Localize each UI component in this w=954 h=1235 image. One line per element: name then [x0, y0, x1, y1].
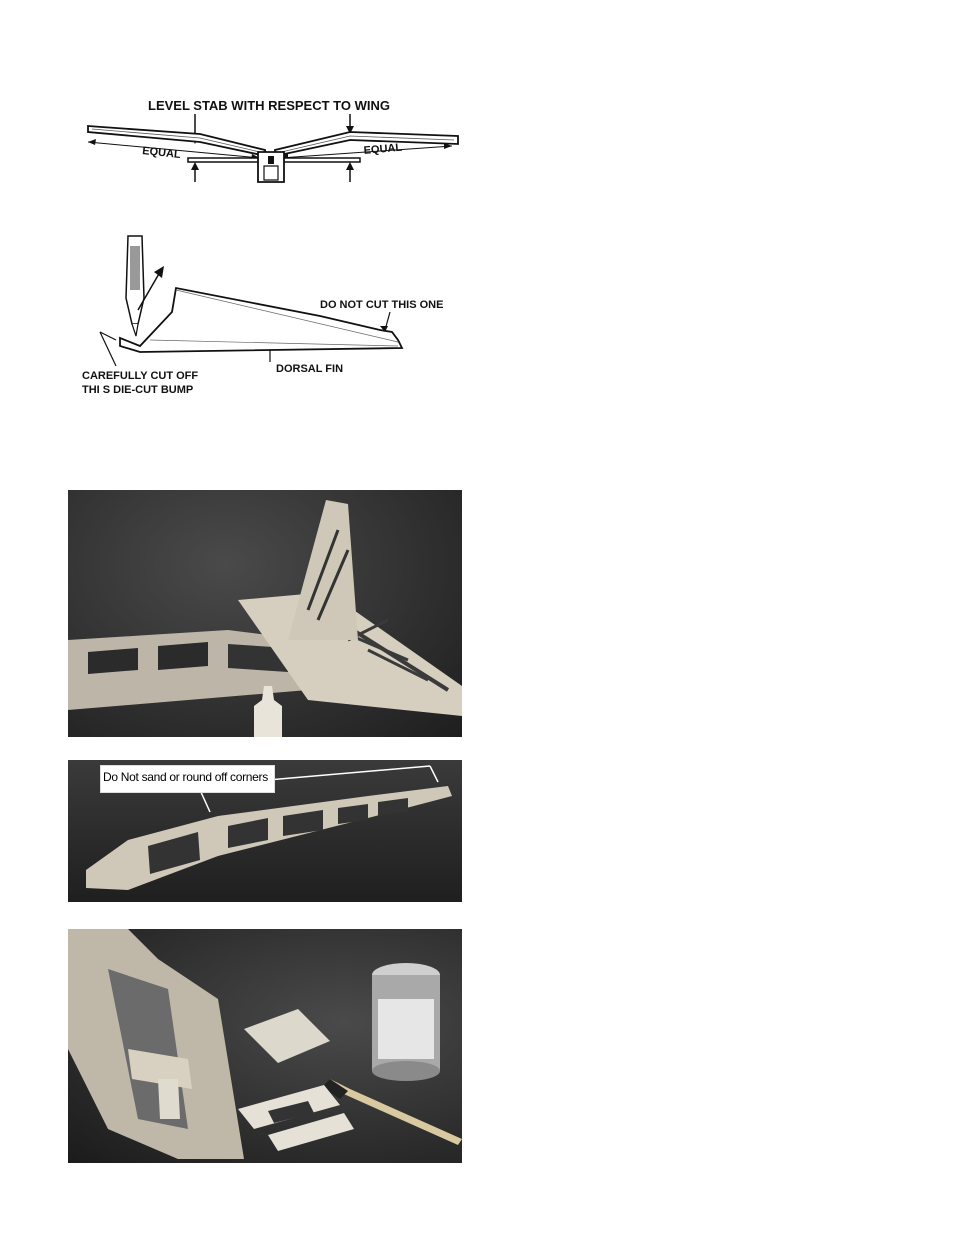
photo-fuselage	[68, 760, 462, 902]
dorsal-part-label: DORSAL FIN	[276, 363, 344, 375]
level-stab-diagram	[80, 92, 470, 192]
dorsal-note-cut-1: CAREFULLY CUT OFF	[82, 370, 199, 382]
dorsal-note-keep: DO NOT CUT THIS ONE	[320, 299, 444, 311]
equal-left-label: EQUAL	[141, 145, 182, 162]
dorsal-fin-diagram	[80, 228, 470, 408]
photo-nose-section	[68, 929, 462, 1163]
equal-right-label: EQUAL	[363, 141, 403, 157]
dorsal-note-cut-2: THI S DIE-CUT BUMP	[82, 384, 194, 396]
fuselage-callout: Do Not sand or round off corners	[100, 765, 275, 793]
level-stab-title: LEVEL STAB WITH RESPECT TO WING	[148, 98, 390, 113]
nose-section-image	[68, 929, 462, 1163]
tail-assembly-image	[68, 490, 462, 737]
photo-tail-assembly	[68, 490, 462, 737]
